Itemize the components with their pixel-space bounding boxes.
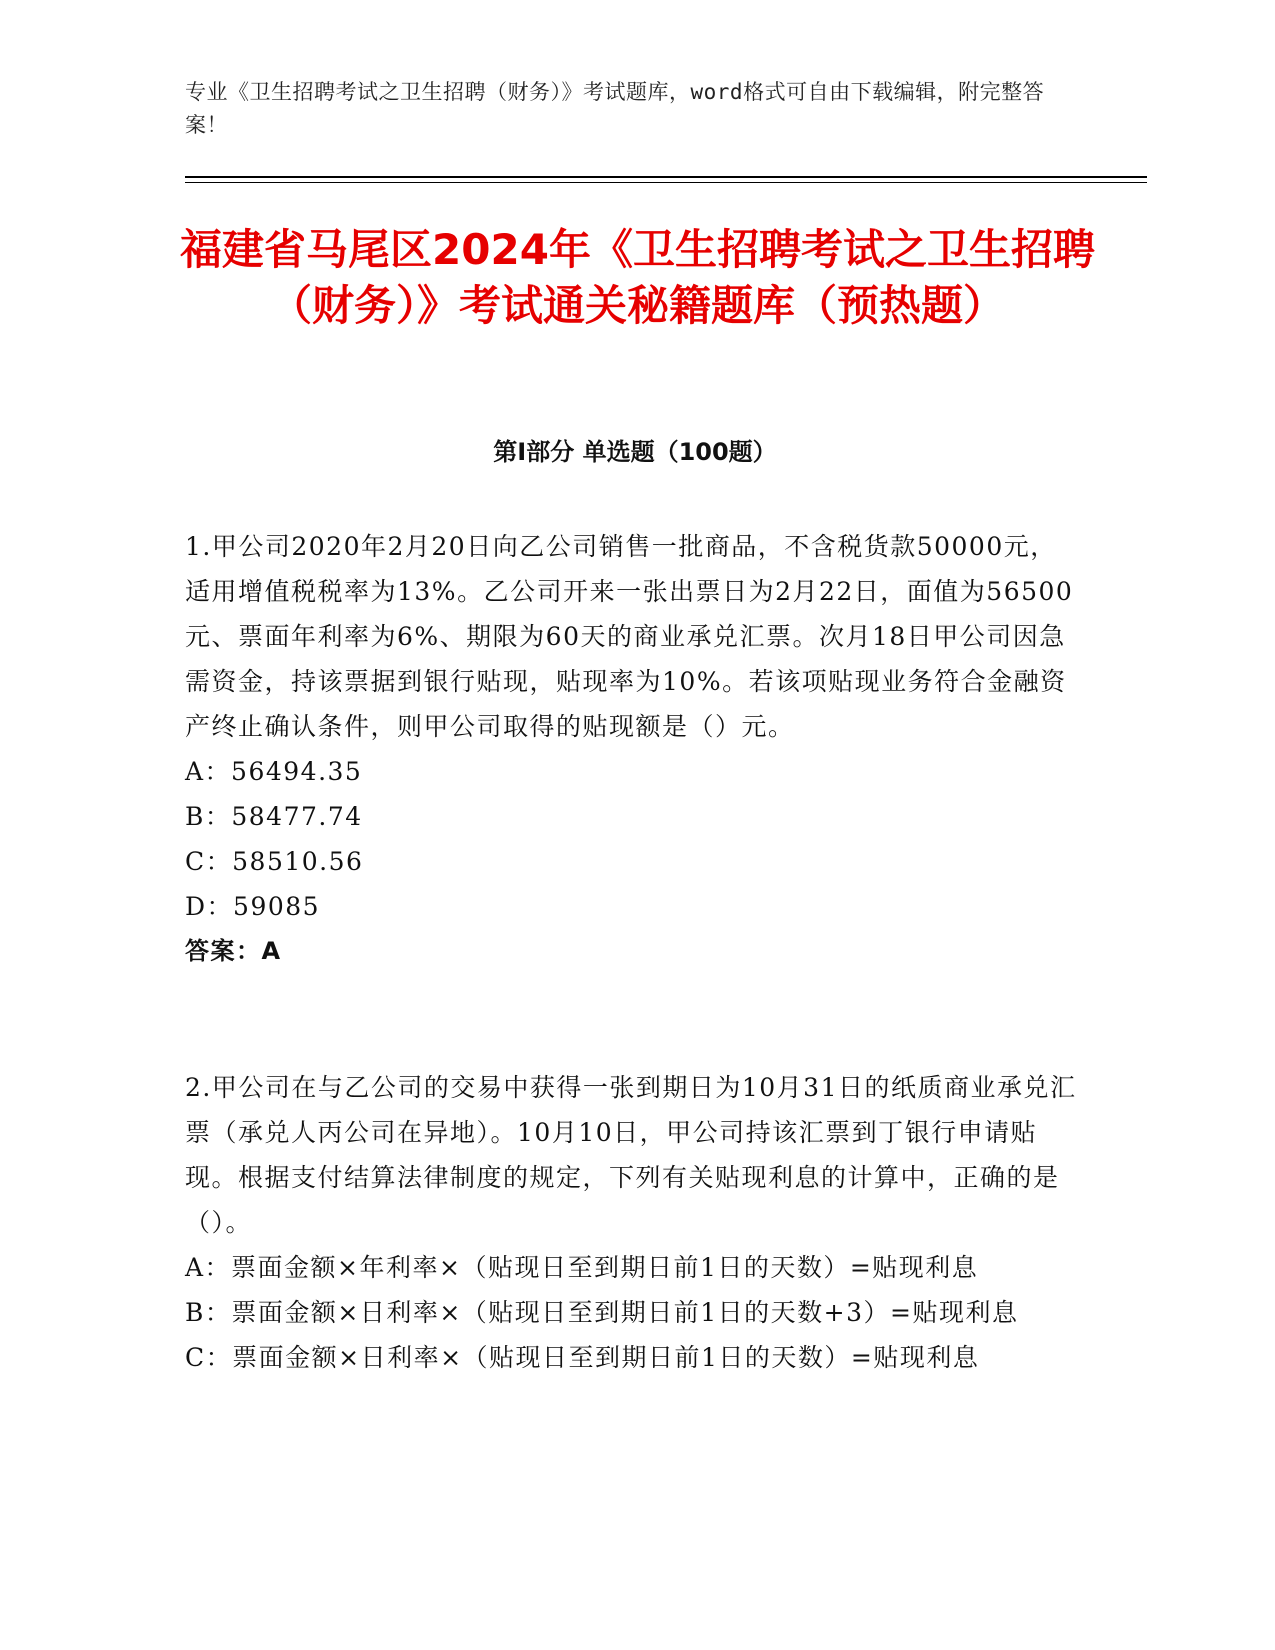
option-c: C：58510.56 [185,847,364,876]
option-b: B：58477.74 [185,802,363,831]
option-b: B：票面金额×日利率×（贴现日至到期日前1日的天数+3）=贴现利息 [185,1298,1019,1327]
option-a: A：56494.35 [185,757,363,786]
option-a: A：票面金额×年利率×（贴现日至到期日前1日的天数）=贴现利息 [185,1253,979,1282]
question-stem: 2.甲公司在与乙公司的交易中获得一张到期日为10月31日的纸质商业承兑汇票（承兑人丙公司在异地）。10月10日，甲公司持该汇票到丁银行申请贴现。根据支付结算法律制度的规定，下列有关贴现利息的计算中，正确的是（）。 [185,1073,1077,1237]
header-rule-thick [185,176,1147,178]
document-title: 福建省马尾区2024年《卫生招聘考试之卫生招聘（财务）》考试通关秘籍题库（预热题） [180,225,1095,330]
option-d: D：59085 [185,892,321,921]
section-heading: 第Ⅰ部分 单选题（100题） [493,438,777,466]
question-2 [185,1065,1080,1380]
header-note: 专业《卫生招聘考试之卫生招聘（财务）》考试题库，word格式可自由下载编辑，附完整答案！ [185,80,1045,137]
answer-label: 答案：A [185,937,282,965]
header-rule-thin [185,182,1147,183]
question-1 [185,524,1080,974]
question-stem: 1.甲公司2020年2月20日向乙公司销售一批商品，不含税货款50000元，适用增值税税率为13%。乙公司开来一张出票日为2月22日，面值为56500元、票面年利率为6%、期限为60天的商业承兑汇票。次月18日甲公司因急需资金，持该票据到银行贴现，贴现率为10%。若该项贴现业务符合金融资产终止确认条件，则甲公司取得的贴现额是（）元。 [185,532,1074,741]
option-c: C：票面金额×日利率×（贴现日至到期日前1日的天数）=贴现利息 [185,1343,980,1372]
